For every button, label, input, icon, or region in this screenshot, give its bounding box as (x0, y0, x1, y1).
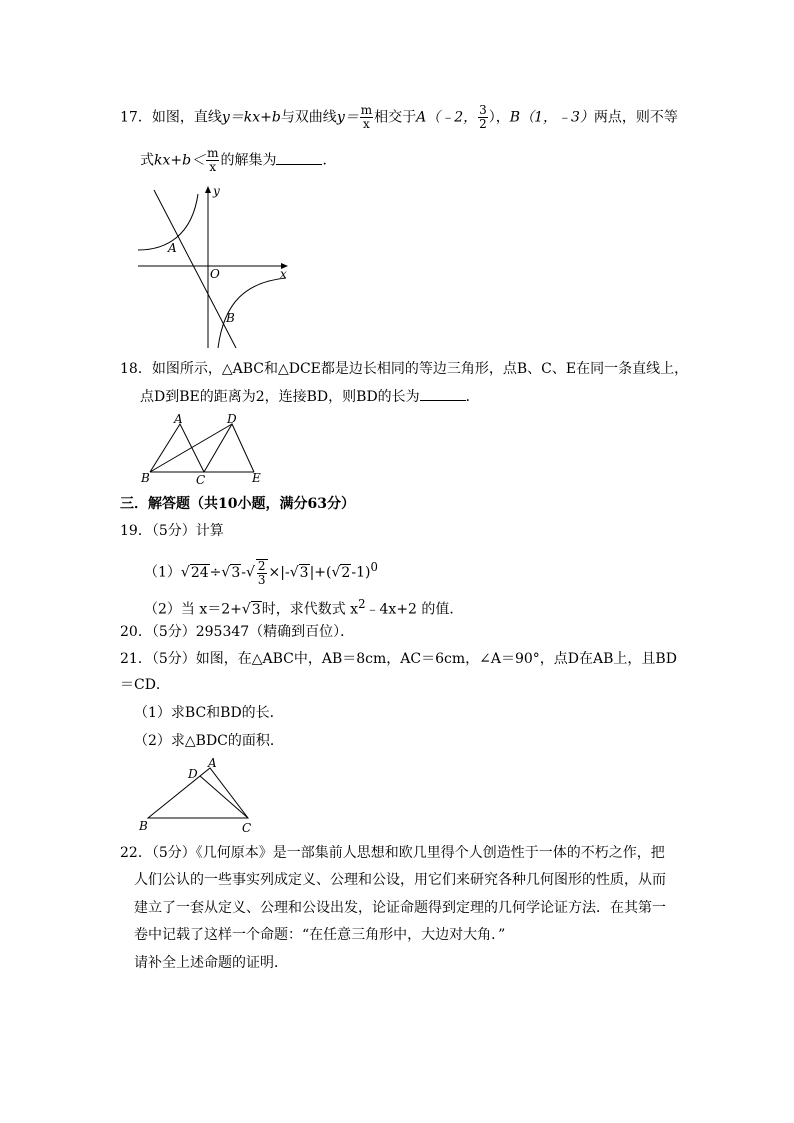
label-c: C (242, 821, 252, 835)
fraction-3-over-2 (478, 104, 488, 131)
radicand: 24 (190, 564, 209, 581)
label-b: B (141, 471, 150, 485)
q17-text: 相交于 (374, 109, 417, 126)
numerator: m (360, 103, 373, 117)
denominator: x (363, 117, 370, 131)
label-b: B (226, 311, 235, 325)
point-b-coord: B（1，﹣3） (509, 109, 594, 126)
y-axis-arrow (205, 186, 211, 193)
answer-blank[interactable] (276, 150, 322, 165)
q18-line2 (140, 386, 480, 407)
label-a: A (208, 756, 217, 770)
q19-text: 时，求代数式 x (261, 601, 359, 618)
triangle-dce (204, 424, 254, 472)
q22-line3: 建立了一套从定义、公理和公设出发，论证命题得到定理的几何学论证方法．在其第一 (134, 900, 666, 916)
q21-triangle-figure (136, 756, 260, 836)
q17-line1 (120, 104, 678, 131)
answer-blank[interactable] (420, 386, 466, 401)
q21-part1: （1）求BC和BD的长． (134, 705, 284, 721)
label-d: D (227, 412, 237, 426)
q19-text: ﹣4x+2 的值． (365, 601, 464, 618)
label-e: E (252, 471, 261, 485)
punctuation: ． (322, 152, 337, 169)
q17-hyperbola-equation: y＝ (336, 109, 359, 126)
fraction-m-over-x (360, 104, 373, 131)
q21-line2: ＝CD． (120, 677, 170, 693)
fraction-m-over-x (206, 147, 219, 174)
q22-line4: 卷中记载了这样一个命题：“在任意三角形中，大边对大角．” (134, 927, 506, 943)
label-c: C (196, 473, 206, 486)
label-d: D (188, 767, 198, 781)
operator: ×|- (268, 564, 290, 581)
operator: ÷ (209, 564, 222, 581)
label-y: y (213, 184, 220, 198)
segment-bd (150, 424, 232, 472)
label-b: B (139, 819, 148, 833)
expression-tail: -1) (351, 564, 371, 581)
q17-text: ）， (488, 109, 510, 126)
q19-part2: （2）当 x＝2+√3时，求代数式 $x^2﹣4x+2$ 的值． (144, 597, 464, 618)
segment-cd (200, 776, 248, 818)
numerator: 2 (257, 558, 266, 573)
numerator: m (207, 146, 219, 160)
q22-line2: 人们公认的一些事实列成定义、公理和公设，用它们来研究各种几何图形的性质，从而 (134, 872, 666, 888)
denominator: x (209, 160, 217, 174)
q21-line1: 21．（5分）如图，在△ABC中，AB＝8cm，AC＝6cm，∠A＝90°，点D在AB上，且BD (120, 651, 677, 667)
part-label: （1） (144, 564, 181, 581)
q21-part2: （2）求△BDC的面积． (134, 733, 284, 749)
exponent: 0 (370, 560, 378, 574)
label-a: A (168, 241, 177, 255)
question-number: 17． (120, 109, 152, 126)
exponent: 2 (358, 597, 366, 611)
radicand: 3 (251, 601, 261, 618)
q17-text: 如图，直线 (151, 109, 222, 126)
q20-line: 20．（5分）295347（精确到百位）． (120, 624, 355, 640)
q22-line1: 22．（5分）《几何原本》是一部集前人思想和欧几里得个人创造性于一体的不朽之作，把 (120, 845, 665, 861)
radicand: 2 (341, 564, 351, 581)
radicand: 3 (299, 564, 309, 581)
denominator: 3 (257, 572, 266, 587)
q18-line1: 18．如图所示，△ABC和△DCE都是边长相同的等边三角形，点B、C、E在同一条直线上， (120, 361, 689, 377)
q19-part1: （1）√24÷√3-√ $\frac{2}{3}$ $\times|-√3|+(√2-1)^0$ (144, 558, 378, 587)
q17-text: 式 (140, 152, 154, 169)
numerator: 3 (479, 103, 487, 117)
triangle-abc (150, 424, 204, 472)
operator: - (241, 564, 246, 581)
q19-text: （2）当 x＝2+ (144, 601, 242, 618)
operator: |+( (309, 564, 332, 581)
label-o: O (210, 267, 220, 281)
q17-line-equation: y＝kx+b (221, 109, 281, 126)
triangle-abc (148, 768, 248, 818)
straight-line (154, 190, 236, 348)
inequality: kx+b＜ (154, 152, 206, 169)
q17-text: 的解集为 (220, 152, 277, 169)
q17-graph-figure (136, 182, 296, 350)
q17-line2 (140, 147, 336, 174)
radical-fraction (256, 559, 268, 587)
label-a: A (174, 412, 183, 426)
q22-line5: 请补全上述命题的证明． (134, 955, 288, 971)
section-title: 三．解答题（共10小题，满分63分） (120, 496, 355, 512)
q17-text: 两点，则不等 (593, 109, 678, 126)
radicand: 3 (231, 564, 241, 581)
denominator: 2 (479, 117, 487, 131)
punctuation: ． (465, 389, 480, 405)
q18-triangles-figure (138, 412, 270, 486)
q17-text: 与双曲线 (280, 109, 337, 126)
label-x: x (280, 267, 287, 281)
point-a-coord: A（﹣2， (416, 109, 478, 126)
q18-text: 点D到BE的距离为2，连接BD，则BD的长为 (140, 389, 420, 405)
q19-head: 19．（5分）计算 (120, 523, 224, 539)
